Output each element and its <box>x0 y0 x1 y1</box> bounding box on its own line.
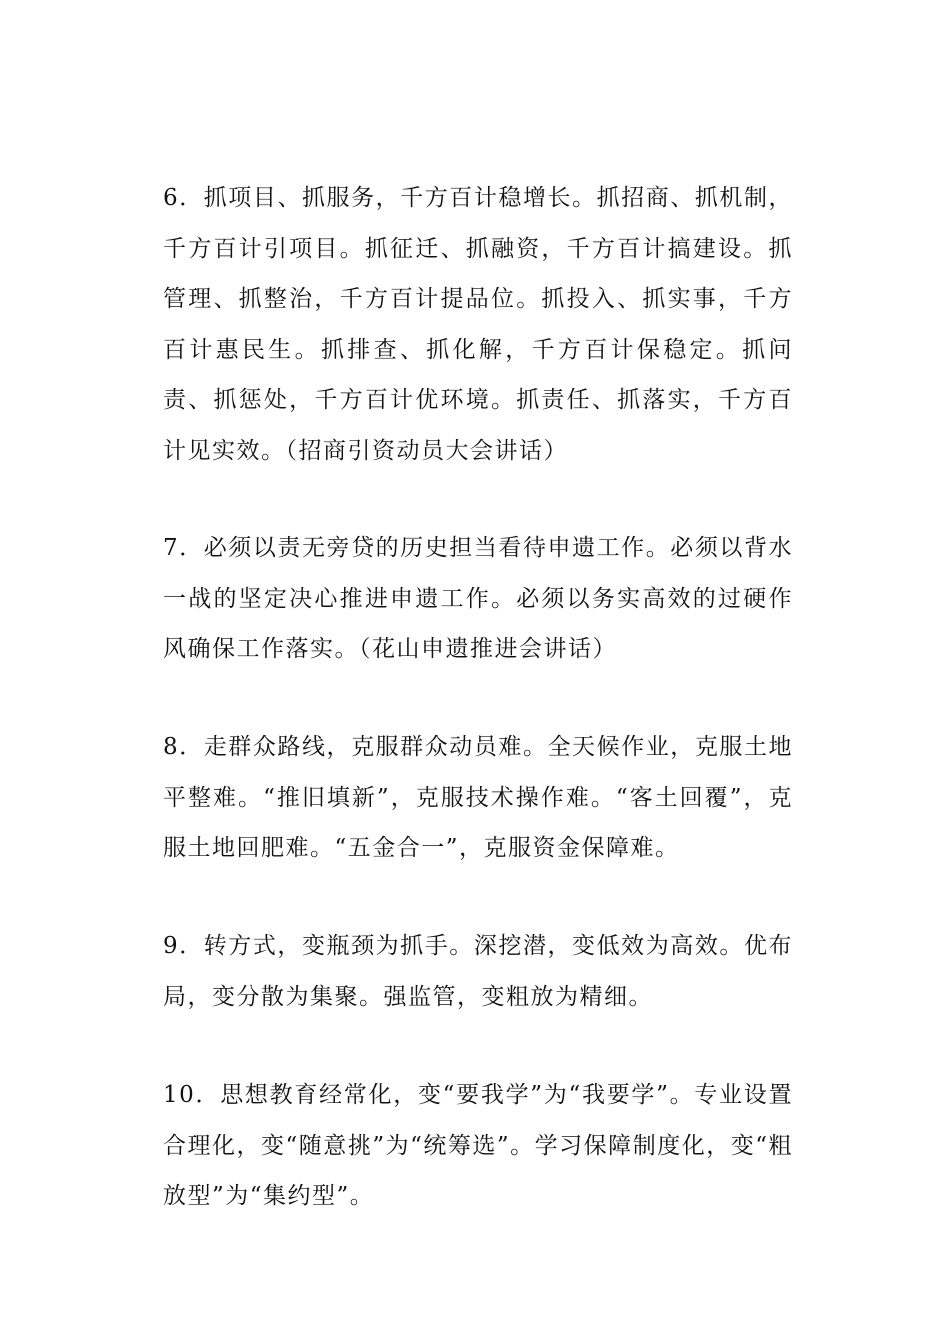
paragraph-8: 8．走群众路线，克服群众动员难。全天候作业，克服土地平整难。“推旧填新”，克服技术操作难。“客土回覆”，克服土地回肥难。“五金合一”，克服资金保障难。 <box>163 734 793 861</box>
paragraph-9: 9．转方式，变瓶颈为抓手。深挖潜，变低效为高效。优布局，变分散为集聚。强监管，变粗放为精细。 <box>163 933 793 1010</box>
paragraph-6: 6．抓项目、抓服务，千方百计稳增长。抓招商、抓机制，千方百计引项目。抓征迁、抓融资，千方百计搞建设。抓管理、抓整治，千方百计提品位。抓投入、抓实事，千方百计惠民生。抓排查、抓化解，千方百计保稳定。抓问责、抓惩处，千方百计优环境。抓责任、抓落实，千方百计见实效。（招商引资动员大会讲话） <box>163 185 793 464</box>
paragraph-10: 10．思想教育经常化，变“要我学”为“我要学”。专业设置合理化，变“随意挑”为“统筹选”。学习保障制度化，变“粗放型”为“集约型”。 <box>163 1082 793 1209</box>
paragraph-7: 7．必须以责无旁贷的历史担当看待申遗工作。必须以背水一战的坚定决心推进申遗工作。必须以务实高效的过硬作风确保工作落实。（花山申遗推进会讲话） <box>163 535 793 662</box>
